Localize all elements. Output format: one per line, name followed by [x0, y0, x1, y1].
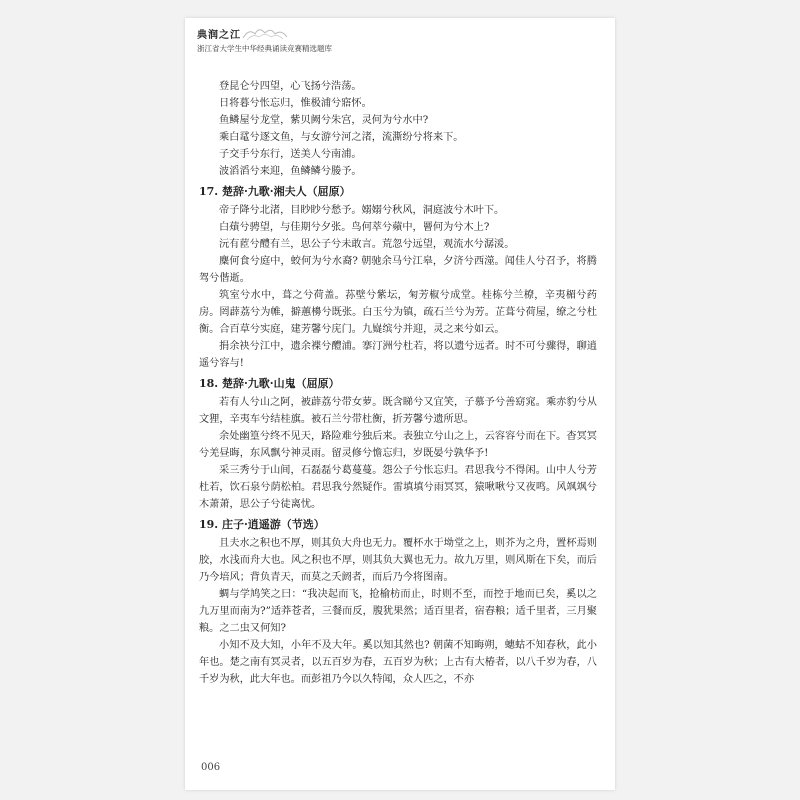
paragraph: 蜩与学鸠笑之曰：“我决起而飞，抢榆枋而止，时则不至，而控于地而已矣，奚以之九万里而南为?”适莽苍者，三餐而反，腹犹果然；适百里者，宿舂粮；适千里者，三月聚粮。之二虫又何知? [199, 589, 597, 634]
page-header [197, 26, 597, 66]
paragraph: 小知不及大知，小年不及大年。奚以知其然也? 朝菌不知晦朔，蟪蛄不知春秋，此小年也。楚之南有冥灵者，以五百岁为春，五百岁为秋；上古有大椿者，以八千岁为春，八千岁为秋，此大年也。而彭祖乃今以久特闻，众人匹之，不亦 [199, 640, 597, 685]
paragraph: 且夫水之积也不厚，则其负大舟也无力。覆杯水于坳堂之上，则芥为之舟，置杯焉则胶，水浅而舟大也。风之积也不厚，则其负大翼也无力。故九万里，则风斯在下矣，而后乃今培风；背负青天，而莫之夭阏者，而后乃今将图南。 [199, 538, 597, 583]
section-heading: 18. 楚辞·九歌·山鬼（屈原） [199, 377, 340, 390]
poem-line: 波滔滔兮来迎，鱼鳞鳞兮媵予。 [219, 166, 362, 177]
page-number: 006 [201, 762, 221, 773]
poem-line: 沅有茝兮醴有兰，思公子兮未敢言。荒忽兮远望，观流水兮潺湲。 [219, 239, 515, 250]
cloud-ornament-icon [241, 24, 289, 42]
paragraph: 若有人兮山之阿，被薜荔兮带女萝。既含睇兮又宜笑，子慕予兮善窈窕。乘赤豹兮从文狸，辛夷车兮结桂旗。被石兰兮带杜衡，折芳馨兮遗所思。 [199, 397, 597, 425]
paragraph: 余处幽篁兮终不见天，路险难兮独后来。表独立兮山之上，云容容兮而在下。杳冥冥兮羌昼晦，东风飘兮神灵雨。留灵修兮憺忘归，岁既晏兮孰华予! [199, 431, 597, 459]
paragraph: 筑室兮水中，葺之兮荷盖。荪壁兮紫坛，匊芳椒兮成堂。桂栋兮兰橑，辛夷楣兮药房。罔薜荔兮为帷，擗蕙櫋兮既张。白玉兮为镇，疏石兰兮为芳。芷葺兮荷屋，缭之兮杜衡。合百草兮实庭，建芳馨兮庑门。九嶷缤兮并迎，灵之来兮如云。 [199, 290, 597, 335]
book-page [185, 18, 615, 790]
section-heading: 19. 庄子·逍遥游（节选） [199, 518, 325, 531]
header-title: 典润之江 [197, 30, 241, 41]
poem-line: 鱼鳞屋兮龙堂，紫贝阙兮朱宫，灵何为兮水中? [219, 115, 429, 126]
paragraph: 采三秀兮于山间，石磊磊兮葛蔓蔓。怨公子兮怅忘归。君思我兮不得闲。山中人兮芳杜若，饮石泉兮荫松柏。君思我兮然疑作。雷填填兮雨冥冥，猿啾啾兮又夜鸣。风飒飒兮木萧萧，思公子兮徒离忧。 [199, 465, 597, 510]
poem-line: 子交手兮东行，送美人兮南浦。 [219, 149, 362, 160]
poem-line: 帝子降兮北渚，目眇眇兮愁予。嫋嫋兮秋风，洞庭波兮木叶下。 [219, 205, 505, 216]
paragraph: 捐余袂兮江中，遗余褋兮醴浦。搴汀洲兮杜若，将以遗兮远者。时不可兮骤得，聊逍遥兮容与! [199, 341, 597, 369]
poem-line: 登昆仑兮四望，心飞扬兮浩荡。 [219, 81, 362, 92]
header-subtitle: 浙江省大学生中华经典诵读竞赛精选题库 [197, 44, 332, 53]
poem-line: 乘白鼋兮逐文鱼，与女游兮河之渚，流澌纷兮将来下。 [219, 132, 464, 143]
poem-line: 白薠兮骋望，与佳期兮夕张。鸟何萃兮蘋中，罾何为兮木上? [219, 222, 490, 233]
section-heading: 17. 楚辞·九歌·湘夫人（屈原） [199, 185, 351, 198]
poem-line: 日将暮兮怅忘归，惟极浦兮寤怀。 [219, 98, 372, 109]
page-body [199, 78, 597, 688]
paragraph: 麋何食兮庭中，蛟何为兮水裔? 朝驰余马兮江皋，夕济兮西澨。闻佳人兮召予，将腾驾兮偕逝。 [199, 256, 597, 284]
